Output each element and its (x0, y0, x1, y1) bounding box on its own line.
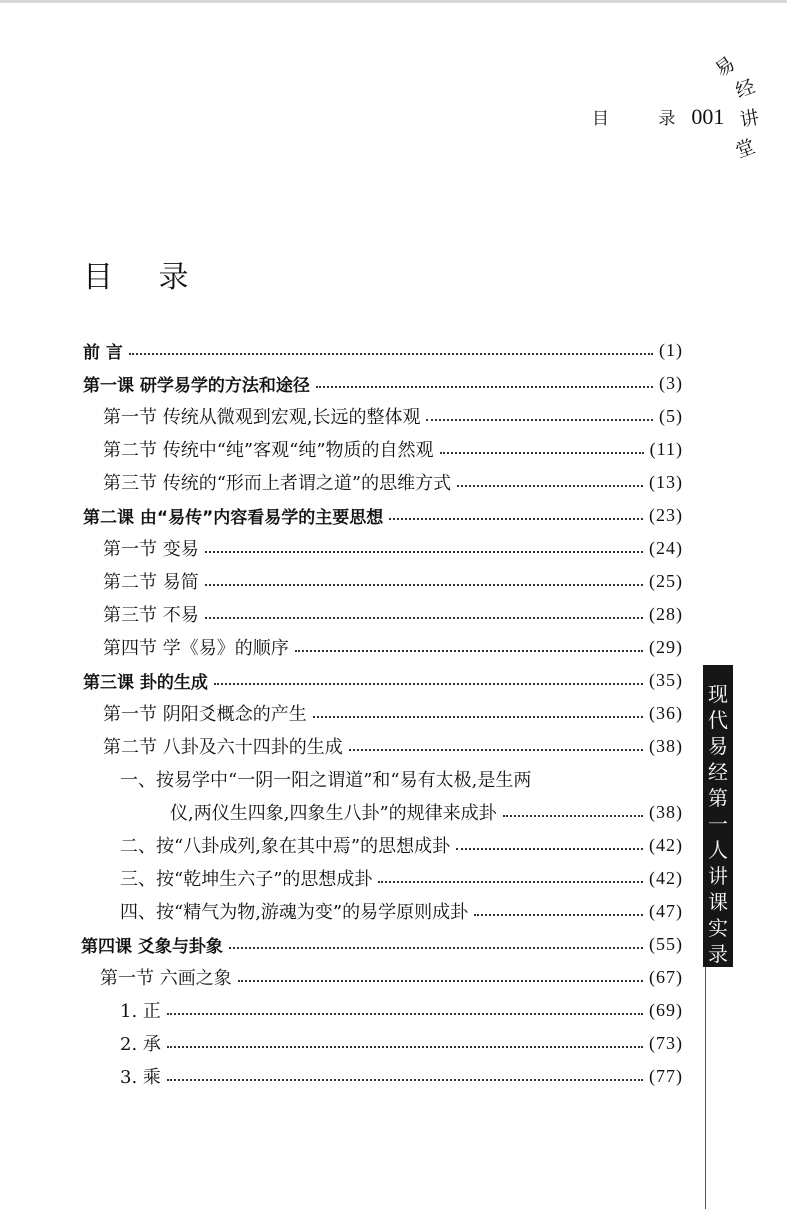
toc-entry-page: (69) (649, 999, 683, 1020)
toc-entry[interactable] (83, 664, 683, 696)
toc-entry-page: (23) (649, 504, 683, 525)
toc-entry[interactable] (103, 697, 683, 729)
toc-entry-page: (73) (649, 1032, 683, 1053)
page-number: 001 (691, 104, 725, 129)
toc-entry-title: 仪,两仪生四象,四象生八卦”的规律来成卦 (170, 803, 497, 824)
toc-entry[interactable] (83, 499, 683, 531)
toc-entry-page: (38) (649, 735, 683, 756)
side-tab-char: 经 (708, 760, 728, 784)
dot-leader (426, 419, 653, 421)
toc-entry[interactable] (83, 334, 683, 366)
toc-entry-page: (5) (659, 405, 683, 426)
toc-entry-title: 第三节 不易 (103, 605, 199, 626)
toc-entry-page: (47) (649, 900, 683, 921)
dot-leader (229, 947, 643, 949)
toc-entry-page: (1) (659, 339, 683, 360)
toc-entry-title: 二、按“八卦成列,象在其中焉”的思想成卦 (120, 836, 451, 857)
toc-entry-title: 1. 正 (120, 1001, 161, 1022)
toc-entry-page: (42) (649, 834, 683, 855)
dot-leader (214, 683, 643, 685)
side-tab-char: 录 (708, 942, 728, 966)
toc-entry-title: 第二节 易简 (103, 572, 199, 593)
toc-entry-page: (36) (649, 702, 683, 723)
dot-leader (167, 1079, 643, 1081)
dot-leader (474, 914, 643, 916)
side-tab-char: 现 (708, 682, 728, 706)
toc-entry-title: 第二节 八卦及六十四卦的生成 (103, 737, 343, 758)
toc-entry[interactable] (103, 730, 683, 762)
toc-entry-title: 第二课 由“易传”内容看易学的主要思想 (83, 507, 384, 528)
side-tab-char: 一 (708, 812, 728, 836)
dot-leader (457, 485, 643, 487)
toc-entry-title: 3. 乘 (120, 1067, 161, 1088)
side-tab-char: 第 (708, 786, 728, 810)
toc-entry-title: 第一节 传统从微观到宏观,长远的整体观 (103, 407, 421, 428)
toc-entry[interactable] (103, 631, 683, 663)
toc-entry-title: 第四课 爻象与卦象 (81, 936, 223, 957)
dot-leader (316, 386, 653, 388)
toc-entry-title: 第四节 学《易》的顺序 (103, 638, 289, 659)
toc-entry-page: (25) (649, 570, 683, 591)
toc-entry-page: (11) (649, 438, 683, 459)
page-title: 目 录 (83, 260, 207, 296)
brand-char: 讲 (738, 106, 761, 132)
toc-entry-page: (29) (649, 636, 683, 657)
toc-entry[interactable] (170, 796, 683, 828)
toc-entry[interactable] (83, 367, 683, 399)
dot-leader (205, 584, 643, 586)
toc-entry-title: 2. 承 (120, 1034, 161, 1055)
dot-leader (440, 452, 644, 454)
toc-entry[interactable] (120, 1060, 683, 1092)
toc-entry-page: (55) (649, 933, 683, 954)
toc-entry[interactable] (103, 433, 683, 465)
section-label: 目 录 (592, 109, 698, 129)
toc-entry-page: (35) (649, 669, 683, 690)
side-tab-char: 课 (708, 890, 728, 914)
side-tab-series-title (703, 665, 733, 967)
toc-entry-title: 第一节 变易 (103, 539, 199, 560)
toc-entry-page: (24) (649, 537, 683, 558)
toc-entry[interactable] (103, 400, 683, 432)
dot-leader (349, 749, 643, 751)
dot-leader (295, 650, 643, 652)
toc-entry[interactable] (81, 928, 683, 960)
dot-leader (129, 353, 653, 355)
dot-leader (238, 980, 643, 982)
dot-leader (378, 881, 643, 883)
dot-leader (167, 1013, 643, 1015)
dot-leader (313, 716, 643, 718)
toc-entry-page: (67) (649, 966, 683, 987)
dot-leader (167, 1046, 643, 1048)
toc-entry-title: 第三节 传统的“形而上者谓之道”的思维方式 (103, 473, 452, 494)
brand-char: 易 (711, 52, 740, 82)
top-edge-line (0, 0, 787, 3)
brand-logo (711, 52, 764, 178)
toc-entry-title: 第一课 研学易学的方法和途径 (83, 375, 310, 396)
toc-entry-title: 前 言 (83, 342, 123, 363)
toc-entry[interactable] (103, 532, 683, 564)
dot-leader (389, 518, 643, 520)
brand-char: 堂 (732, 135, 759, 163)
toc-entry-title: 四、按“精气为物,游魂为变”的易学原则成卦 (120, 902, 469, 923)
toc-entry[interactable] (100, 961, 683, 993)
toc-entry-page: (13) (649, 471, 683, 492)
running-head (592, 104, 724, 144)
side-tab-char: 易 (708, 734, 728, 758)
toc-entry-title: 第一节 六画之象 (100, 968, 232, 989)
toc-entry[interactable] (120, 763, 683, 795)
toc-entry-title: 第三课 卦的生成 (83, 672, 208, 693)
toc-entry-page: (28) (649, 603, 683, 624)
dot-leader (503, 815, 643, 817)
toc-entry[interactable] (120, 862, 683, 894)
toc-entry-page: (42) (649, 867, 683, 888)
toc-entry-title: 第二节 传统中“纯”客观“纯”物质的自然观 (103, 440, 434, 461)
margin-rule (705, 967, 706, 1209)
side-tab-char: 实 (708, 916, 728, 940)
brand-char: 经 (732, 75, 759, 103)
toc-entry[interactable] (120, 895, 683, 927)
dot-leader (456, 848, 643, 850)
toc-entry[interactable] (103, 598, 683, 630)
side-tab-char: 代 (708, 708, 728, 732)
toc-entry[interactable] (120, 994, 683, 1026)
toc-entry-page: (3) (659, 372, 683, 393)
toc-entry-title: 第一节 阴阳爻概念的产生 (103, 704, 307, 725)
toc-entry-title: 一、按易学中“一阴一阳之谓道”和“易有太极,是生两 (120, 770, 532, 791)
toc-entry[interactable] (120, 1027, 683, 1059)
toc-entry-title: 三、按“乾坤生六子”的思想成卦 (120, 869, 373, 890)
toc-entry[interactable] (103, 565, 683, 597)
toc-entry-page: (38) (649, 801, 683, 822)
toc-entry[interactable] (120, 829, 683, 861)
dot-leader (205, 617, 643, 619)
toc-entry-page: (77) (649, 1065, 683, 1086)
dot-leader (205, 551, 643, 553)
toc-entry[interactable] (103, 466, 683, 498)
side-tab-char: 人 (708, 838, 728, 862)
side-tab-char: 讲 (708, 864, 728, 888)
